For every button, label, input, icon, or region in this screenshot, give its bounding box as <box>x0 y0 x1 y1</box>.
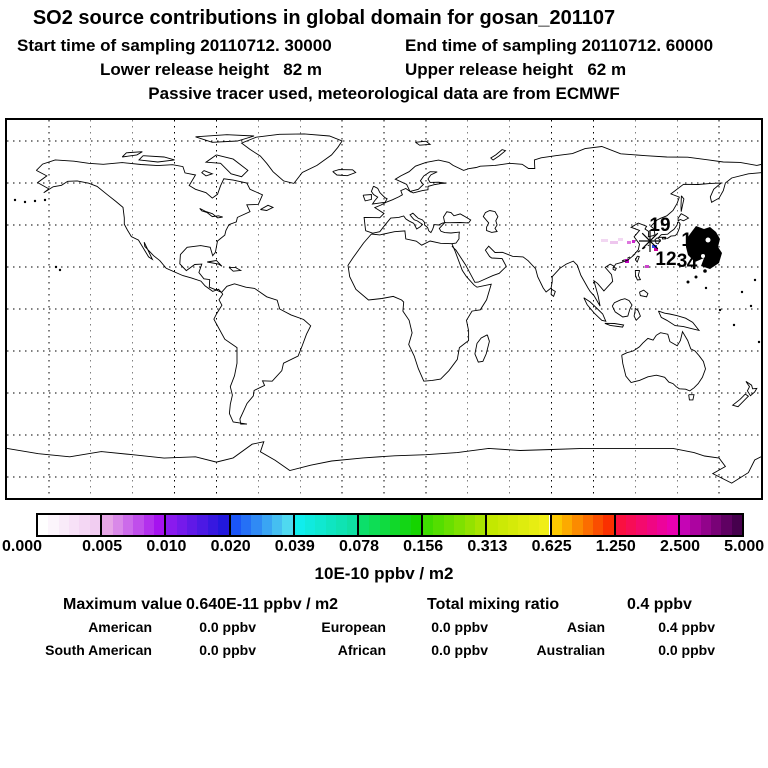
colorbar-tick: 0.005 <box>82 538 123 555</box>
page-title-text: SO2 source contributions in global domain for gosan_201107 <box>32 7 616 29</box>
concentration-cell <box>645 265 649 268</box>
colorbar-cell <box>144 515 154 535</box>
concentration-cell <box>632 240 635 243</box>
colorbar-cell <box>657 515 667 535</box>
colorbar-cell <box>197 515 207 535</box>
colorbar-cell <box>390 515 400 535</box>
colorbar-cell <box>400 515 410 535</box>
colorbar-cell <box>133 515 143 535</box>
colorbar-segment <box>485 515 549 535</box>
colorbar-cell <box>177 515 187 535</box>
colorbar-cell <box>305 515 315 535</box>
colorbar-cell <box>102 515 112 535</box>
colorbar-cell <box>690 515 700 535</box>
trajectory-label: 12 <box>655 249 677 270</box>
colorbar-cell <box>539 515 549 535</box>
colorbar-cell <box>475 515 485 535</box>
colorbar-cell <box>423 515 433 535</box>
colorbar-cell <box>336 515 346 535</box>
max-value: 0.640E-11 ppbv / m2 <box>186 596 339 613</box>
colorbar-segment <box>164 515 228 535</box>
colorbar-tick: 5.000 <box>724 538 765 555</box>
colorbar-cell <box>166 515 176 535</box>
colorbar-cell <box>444 515 454 535</box>
colorbar-cell <box>231 515 241 535</box>
colorbar-cell <box>69 515 79 535</box>
region-name: South American <box>45 642 152 658</box>
region-value: 0.0 ppbv <box>431 619 488 635</box>
colorbar-cell <box>433 515 443 535</box>
colorbar-segment <box>550 515 614 535</box>
region-name: American <box>88 619 152 635</box>
region-name: Asian <box>566 619 605 635</box>
colorbar-cell <box>603 515 613 535</box>
trajectory-label: 19 <box>649 215 671 236</box>
lower-release-label: Lower release height 82 m <box>100 60 323 79</box>
colorbar-cell <box>583 515 593 535</box>
colorbar-cell <box>380 515 390 535</box>
colorbar-cell <box>218 515 228 535</box>
colorbar-cell <box>647 515 657 535</box>
colorbar-cell <box>48 515 58 535</box>
colorbar-cell <box>359 515 369 535</box>
region-value: 0.4 ppbv <box>658 619 715 635</box>
colorbar-cell <box>636 515 646 535</box>
colorbar-segment <box>229 515 293 535</box>
colorbar-cell <box>465 515 475 535</box>
colorbar-tick: 0.078 <box>338 538 380 555</box>
region-row <box>0 619 768 635</box>
colorbar-cell <box>123 515 133 535</box>
colorbar-cell <box>626 515 636 535</box>
colorbar-tick: 0.010 <box>146 538 187 555</box>
colorbar-cell <box>241 515 251 535</box>
trajectory-labels <box>649 215 702 274</box>
colorbar-tick: 1.250 <box>595 538 636 555</box>
colorbar-cell <box>487 515 497 535</box>
colorbar-cell <box>518 515 528 535</box>
region-row <box>0 642 768 658</box>
world-map <box>5 118 763 500</box>
colorbar-segment <box>614 515 678 535</box>
world-map-canvas <box>7 120 761 498</box>
colorbar-cell <box>529 515 539 535</box>
region-name: African <box>337 642 386 658</box>
colorbar-cell <box>154 515 164 535</box>
colorbar-cell <box>282 515 292 535</box>
map-grid <box>7 120 761 498</box>
colorbar-cell <box>262 515 272 535</box>
colorbar-cell <box>454 515 464 535</box>
concentration-cell <box>618 238 623 241</box>
trajectory-label: 4 <box>686 253 698 274</box>
colorbar-tick: 0.039 <box>274 538 315 555</box>
colorbar-units-label: 10E-10 ppbv / m2 <box>314 564 454 583</box>
colorbar-tick: 0.625 <box>531 538 572 555</box>
tracer-note: Passive tracer used, meteorological data are from ECMWF <box>148 84 620 103</box>
region-name: Australian <box>536 642 605 658</box>
region-value: 0.0 ppbv <box>199 619 256 635</box>
colorbar-cell <box>701 515 711 535</box>
region-value: 0.0 ppbv <box>199 642 256 658</box>
colorbar-cell <box>562 515 572 535</box>
colorbar-segment <box>421 515 485 535</box>
colorbar-cell <box>38 515 48 535</box>
colorbar-tick: 0.020 <box>210 538 251 555</box>
colorbar-segment <box>100 515 164 535</box>
colorbar-cell <box>732 515 742 535</box>
region-name: European <box>321 619 386 635</box>
colorbar-cell <box>315 515 325 535</box>
colorbar-cell <box>347 515 357 535</box>
colorbar-cell <box>498 515 508 535</box>
trajectory-label: 16 <box>681 230 703 251</box>
colorbar-cell <box>680 515 690 535</box>
concentration-cell <box>627 241 631 244</box>
region-value: 0.0 ppbv <box>658 642 715 658</box>
colorbar-cell <box>667 515 677 535</box>
colorbar-cell <box>326 515 336 535</box>
colorbar-cell <box>552 515 562 535</box>
upper-release-label: Upper release height 62 m <box>405 60 627 79</box>
colorbar-cell <box>616 515 626 535</box>
colorbar-cell <box>295 515 305 535</box>
total-mixing-label: Total mixing ratio <box>427 596 560 613</box>
colorbar-segment <box>678 515 742 535</box>
colorbar-tick: 2.500 <box>659 538 701 555</box>
concentration-cell <box>610 241 618 244</box>
colorbar-segment <box>357 515 421 535</box>
colorbar-tick: 0.000 <box>1 538 43 555</box>
colorbar-cell <box>59 515 69 535</box>
region-value: 0.0 ppbv <box>431 642 488 658</box>
colorbar-segment <box>38 515 100 535</box>
trajectory-label: 3 <box>676 251 688 272</box>
colorbar-cell <box>208 515 218 535</box>
concentration-cell <box>601 239 608 242</box>
end-time-label: End time of sampling 20110712. 60000 <box>405 36 714 55</box>
page-title <box>0 7 768 30</box>
colorbar-cell <box>113 515 123 535</box>
colorbar-cell <box>90 515 100 535</box>
colorbar-tick: 0.313 <box>467 538 508 555</box>
colorbar-cell <box>721 515 731 535</box>
colorbar-cell <box>411 515 421 535</box>
colorbar-cell <box>272 515 282 535</box>
colorbar-cell <box>508 515 518 535</box>
colorbar-cell <box>572 515 582 535</box>
start-time-label: Start time of sampling 20110712. 30000 <box>17 36 332 55</box>
colorbar-cell <box>187 515 197 535</box>
colorbar-cell <box>593 515 603 535</box>
colorbar-segment <box>293 515 357 535</box>
max-value-label: Maximum value <box>63 596 183 613</box>
colorbar-cell <box>251 515 261 535</box>
total-mixing-value: 0.4 ppbv <box>627 596 692 613</box>
colorbar <box>36 513 744 537</box>
colorbar-tick: 0.156 <box>403 538 444 555</box>
colorbar-cell <box>711 515 721 535</box>
colorbar-cell <box>369 515 379 535</box>
colorbar-cell <box>79 515 89 535</box>
